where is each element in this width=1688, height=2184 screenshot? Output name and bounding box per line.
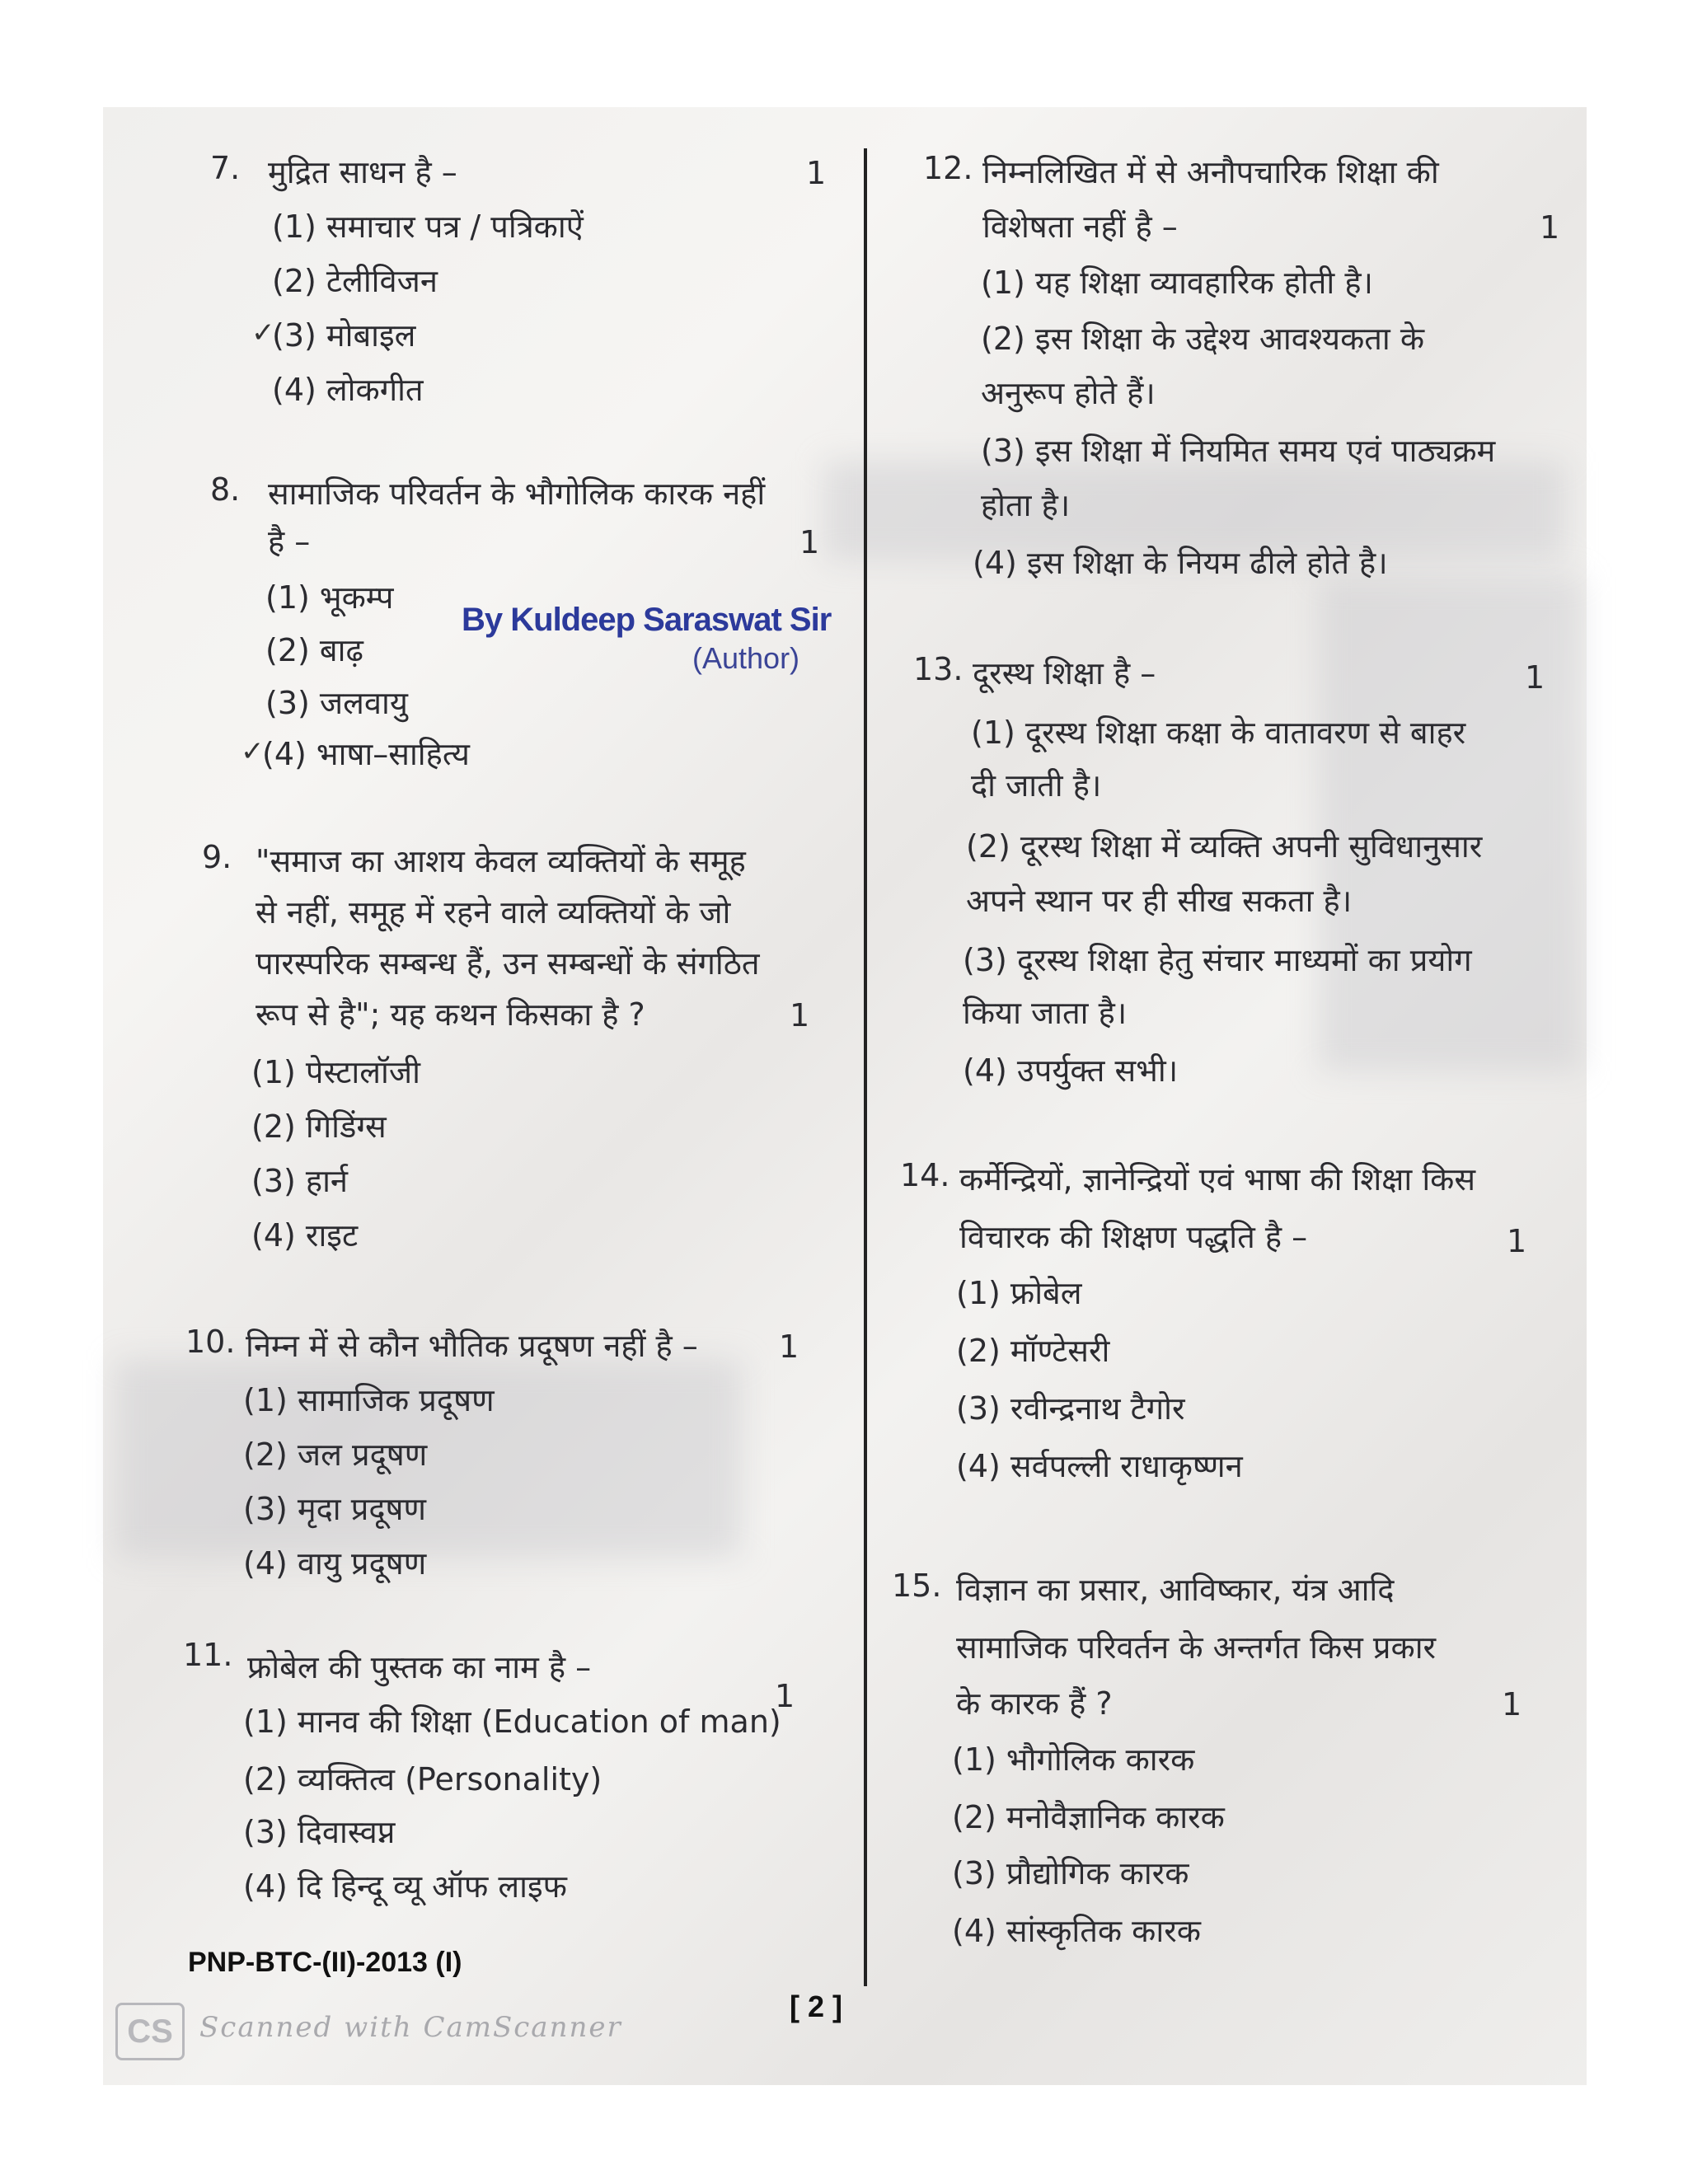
marks: 1	[775, 1678, 795, 1714]
question-text: "समाज का आशय केवल व्यक्तियों के समूह	[256, 843, 746, 879]
question-number: 14.	[900, 1157, 950, 1193]
option: (4) सर्वपल्ली राधाकृष्णन	[956, 1448, 1243, 1484]
option: (4) उपर्युक्त सभी।	[963, 1052, 1179, 1089]
marks: 1	[790, 997, 810, 1033]
question-text: विचारक की शिक्षण पद्धति है –	[959, 1219, 1308, 1255]
question-text: है –	[268, 523, 311, 560]
option: (1) भूकम्प	[265, 579, 394, 616]
scanner-watermark: Scanned with CamScanner	[199, 2011, 622, 2044]
answer-tick-mark: ✓	[241, 735, 265, 768]
option: (1) पेस्टालॉजी	[251, 1054, 420, 1090]
page-number: [ 2 ]	[790, 1990, 843, 2023]
option: (2) दूरस्थ शिक्षा में व्यक्ति अपनी सुविधानुसार	[966, 828, 1483, 865]
option: (4) वायु प्रदूषण	[243, 1545, 427, 1582]
marks: 1	[1540, 209, 1560, 246]
question-number: 15.	[892, 1568, 942, 1604]
question-number: 7.	[210, 150, 241, 186]
author-watermark: By Kuldeep Saraswat Sir	[462, 602, 832, 638]
question-text: निम्नलिखित में से अनौपचारिक शिक्षा की	[982, 154, 1439, 190]
option: (4) लोकगीत	[272, 372, 424, 408]
camscanner-logo-icon: CS	[115, 2003, 185, 2060]
option: (4) भाषा–साहित्य	[262, 736, 470, 772]
question-text: रूप से है"; यह कथन किसका है ?	[256, 996, 645, 1033]
option: (4) राइट	[251, 1217, 359, 1254]
option: (2) गिडिंग्स	[251, 1108, 387, 1145]
option: (4) इस शिक्षा के नियम ढीले होते है।	[973, 545, 1388, 581]
option: (3) दूरस्थ शिक्षा हेतु संचार माध्यमों का प्रयोग	[963, 942, 1472, 978]
option: (3) दिवास्वप्न	[243, 1814, 396, 1850]
option: (3) हार्न	[251, 1163, 349, 1199]
marks: 1	[1507, 1223, 1527, 1259]
question-number: 9.	[202, 839, 232, 875]
option: (3) मृदा प्रदूषण	[243, 1491, 426, 1527]
question-text: के कारक हैं ?	[956, 1685, 1113, 1722]
option: (1) यह शिक्षा व्यावहारिक होती है।	[981, 265, 1373, 301]
question-number: 10.	[185, 1324, 236, 1360]
option: (3) रवीन्द्रनाथ टैगोर	[956, 1390, 1185, 1427]
question-text: विशेषता नहीं है –	[982, 209, 1178, 245]
question-text: निम्न में से कौन भौतिक प्रदूषण नहीं है –	[246, 1328, 698, 1364]
option: (2) मॉण्टेसरी	[956, 1333, 1110, 1369]
option: दी जाती है।	[971, 767, 1102, 804]
option: (1) सामाजिक प्रदूषण	[243, 1382, 495, 1418]
question-text: पारस्परिक सम्बन्ध हैं, उन सम्बन्धों के संगठित	[256, 945, 760, 982]
marks: 1	[1525, 659, 1545, 696]
option: (2) जल प्रदूषण	[243, 1436, 428, 1473]
option: (2) इस शिक्षा के उद्देश्य आवश्यकता के	[981, 321, 1425, 357]
question-text: सामाजिक परिवर्तन के भौगोलिक कारक नहीं	[268, 476, 766, 512]
option: (4) दि हिन्दू व्यू ऑफ लाइफ	[243, 1868, 567, 1905]
option: (3) प्रौद्योगिक कारक	[952, 1855, 1189, 1891]
option: (1) फ्रोबेल	[956, 1275, 1082, 1311]
marks: 1	[1502, 1686, 1522, 1722]
question-text: फ्रोबेल की पुस्तक का नाम है –	[247, 1649, 592, 1685]
option: (3) जलवायु	[265, 685, 408, 721]
question-number: 8.	[210, 471, 241, 508]
question-text: सामाजिक परिवर्तन के अन्तर्गत किस प्रकार	[956, 1629, 1437, 1666]
question-number: 13.	[913, 651, 964, 687]
option: (1) मानव की शिक्षा (Education of man)	[243, 1704, 781, 1740]
marks: 1	[806, 155, 827, 191]
marks: 1	[779, 1329, 799, 1365]
question-text: से नहीं, समूह में रहने वाले व्यक्तियों के जो	[256, 894, 731, 930]
option: अनुरूप होते हैं।	[981, 375, 1156, 411]
question-text: कर्मेन्द्रियों, ज्ञानेन्द्रियों एवं भाषा की शिक्षा किस	[959, 1161, 1476, 1197]
option: (1) दूरस्थ शिक्षा कक्षा के वातावरण से बाहर	[971, 715, 1466, 751]
option: (2) टेलीविजन	[272, 263, 438, 299]
option: अपने स्थान पर ही सीख सकता है।	[966, 883, 1353, 919]
option: (1) भौगोलिक कारक	[952, 1741, 1195, 1778]
option: किया जाता है।	[963, 995, 1128, 1031]
option: (2) मनोवैज्ञानिक कारक	[952, 1799, 1225, 1835]
option: होता है।	[981, 487, 1071, 523]
question-text: मुद्रित साधन है –	[268, 154, 457, 190]
option: (4) सांस्कृतिक कारक	[952, 1913, 1201, 1949]
option: (2) बाढ़	[265, 632, 363, 668]
question-text: दूरस्थ शिक्षा है –	[973, 655, 1156, 691]
question-text: विज्ञान का प्रसार, आविष्कार, यंत्र आदि	[956, 1572, 1395, 1608]
option: (1) समाचार पत्र / पत्रिकाऐं	[272, 209, 584, 245]
marks: 1	[799, 524, 820, 560]
question-number: 12.	[923, 150, 973, 186]
answer-tick-mark: ✓	[251, 316, 275, 349]
author-watermark-sub: (Author)	[692, 641, 800, 675]
option: (3) इस शिक्षा में नियमित समय एवं पाठ्यक्रम	[981, 433, 1496, 469]
paper-code: PNP-BTC-(II)-2013 (I)	[188, 1947, 462, 1978]
option: (3) मोबाइल	[272, 317, 416, 354]
column-divider	[864, 148, 867, 1986]
question-number: 11.	[183, 1637, 233, 1673]
option: (2) व्यक्तित्व (Personality)	[243, 1761, 603, 1797]
